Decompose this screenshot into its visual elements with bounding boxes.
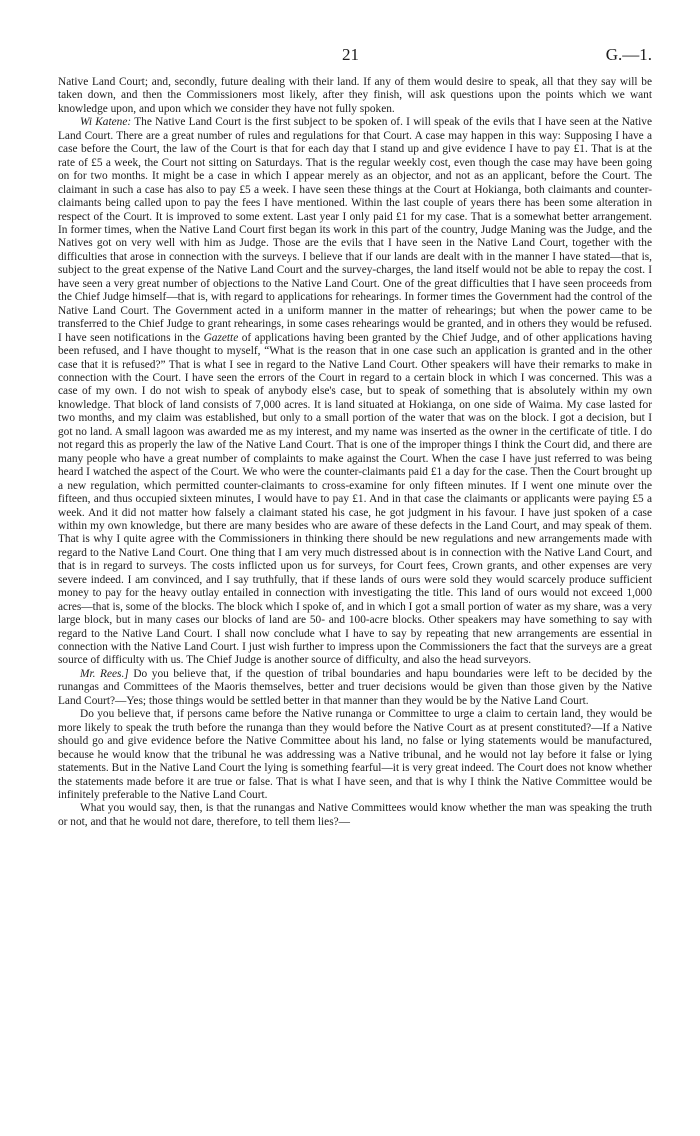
- gazette-title: Gazette: [203, 331, 239, 344]
- paragraph-2: [58, 116, 652, 668]
- speaker-label: Mr. Rees.]: [80, 667, 129, 680]
- paragraph-text: Do you believe that, if the question of tribal boundaries and hapu boundaries were left to be decided by the runangas and Committees of the Maoris themselves, better and truer decisions would be given than those given by the Native Land Court?—Yes; those things would be settled better in that manner than they would be by the Native Land Court.: [58, 667, 652, 707]
- paragraph-text-continued: of applications having been granted by the Chief Judge, and of other applications having been refused, and I have thought to myself, “What is the reason that in one case such an application is granted and in the other case that it is refused?” That is what I see in regard to the Native Land Court. Other speakers will have their remarks to make in connection with the Court. I have seen the errors of the Court in regard to a certain block in which I was concerned. This was a case of my own. I do not wish to speak of anybody else's case, but to speak of something that is absolutely within my own knowledge. That block of land consists of 7,000 acres. It is land situated at Hokianga, on one side of Waima. My case lasted for two months, and my claim was established, but only to a small portion of the water that was on the block. I got a decision, but I got no land. A small lagoon was awarded me as my interest, and my name was inserted as the owner in the certificate of title. I do not regard this as properly the law of the Native Land Court. That is one of the improper things I think the Court did, and there are many people who have a great number of complaints to make against the Court. When the case I have just referred to was being heard I watched the aspect of the Court. We who were the counter-claimants paid £1 a day for the case. Then the Court brought up a new regulation, which permitted counter-claimants to cross-examine for only fifteen minutes. If I went one minute over the fifteen, and thus occupied sixteen minutes, I would have to pay £1. And in that case the claimants or applicants were paying £5 a week. And it did not matter how falsely a claimant stated his case, he got judgment in his favour. I have just spoken of a case within my own knowledge, but there are many besides who are aware of these defects in the Land Court, and may speak of them. That is why I quite agree with the Commissioners in thinking there should be new regulations and new arrangements made with regard to the Native Land Court. One thing that I am very much distressed about is in connection with the Native Land Court, and that is in regard to surveys. The costs inflicted upon us for surveys, for Court fees, Crown grants, and other expenses are very severe indeed. I am convinced, and I say truthfully, that if these lands of ours were sold they would scarcely produce sufficient money to pay for the heavy outlay entailed in connection with investigating the title. This land of ours would not exceed 1,000 acres—that is, some of the blocks. The block which I spoke of, and in which I got a small portion of water as my share, was a very large block, but in many cases our blocks of land are 50- and 100-acre blocks. Other speakers may have something to say with regard to the Native Land Court. I shall now conclude what I have to say by repeating that new arrangements are essential in connection with the Native Land Court. I just wish further to impress upon the Commissioners the fact that the surveys are a great source of difficulty with us. The Chief Judge is another source of difficulty, and also the head surveyors.: [58, 331, 652, 667]
- page-number: 21: [342, 45, 359, 64]
- speaker-label: Wi Katene:: [80, 116, 132, 129]
- paragraph-1: [58, 76, 652, 116]
- paragraph-3: [58, 668, 652, 708]
- paragraph-text: What you would say, then, is that the runangas and Native Committees would know whether the man was speaking the truth or not, and that he would not dare, therefore, to tell them lies?—: [58, 802, 652, 828]
- document-id: G.—1.: [605, 45, 652, 64]
- paragraph-text: Do you believe that, if persons came before the Native runanga or Committee to urge a claim to certain land, they would be more likely to speak the truth before the runanga than they would before the Native Court as at present constituted?—If a Native should go and give evidence before the Native Committee about his land, no false or lying statements would be manufactured, because he would know that the tribunal he was addressing was a Native tribunal, and he would not lay before it false or lying statements. But in the Native Land Court the lying is something fearful—it is very great indeed. The Court does not know whether the statements made before it are true or false. That is what I have seen, and that is why I think the Native Committee would be infinitely preferable to the Native Land Court.: [58, 708, 652, 802]
- document-page: [58, 45, 652, 829]
- paragraph-5: [58, 802, 652, 829]
- paragraph-text: Native Land Court; and, secondly, future dealing with their land. If any of them would desire to speak, all that they say will be taken down, and then the Commissioners most likely, after they finish, will ask questions upon the points which we want knowledge upon, and upon which we consider they have not fully spoken.: [58, 76, 652, 115]
- paragraph-text: The Native Land Court is the first subject to be spoken of. I will speak of the evils that I have seen at the Native Land Court. There are a great number of rules and regulations for that Court. A case may happen in this way: Supposing I have a case before the Court, the law of the Court is that for each day that I stand up and give evidence I have to pay £1. That is at the rate of £5 a week, the Court not sitting on Saturdays. That is the regular weekly cost, even though the case may have been going on for two months. It might be a case in which I appear merely as an objector, and not as an applicant, before the Court. The claimant in such a case has also to pay £5 a week. I have seen these things at the Court at Hokianga, both claimants and counter-claimants being called upon to pay the fees I have mentioned. Within the last couple of years there has been some alteration in respect of the Court. It is improved to some extent. Last year I only paid £1 for my case. That is a somewhat better arrangement. In former times, when the Native Land Court first began its work in this part of the country, Judge Maning was the Judge, and the Natives got on very well with him as Judge. Those are the evils that I have seen in the Native Land Court, together with the difficulties that arose in connection with the surveys. I believe that if our lands are dealt with in the manner I have stated—that is, subject to the great expense of the Native Land Court and the survey-charges, the land itself would not be able to repay the cost. I have seen a very great number of objections to the Native Land Court. One of the great difficulties that I have seen proceeds from the Chief Judge himself—that is, with regard to applications for rehearings. In former times the Government had the control of the Native Land Court. The Government acted in a uniform manner in the matter of rehearings; but when the power came to be transferred to the Chief Judge to grant rehearings, in some cases rehearings would be granted, and in others they would be refused. I have seen notifications in the: [58, 116, 652, 344]
- paragraph-4: [58, 708, 652, 802]
- page-header: [58, 45, 652, 72]
